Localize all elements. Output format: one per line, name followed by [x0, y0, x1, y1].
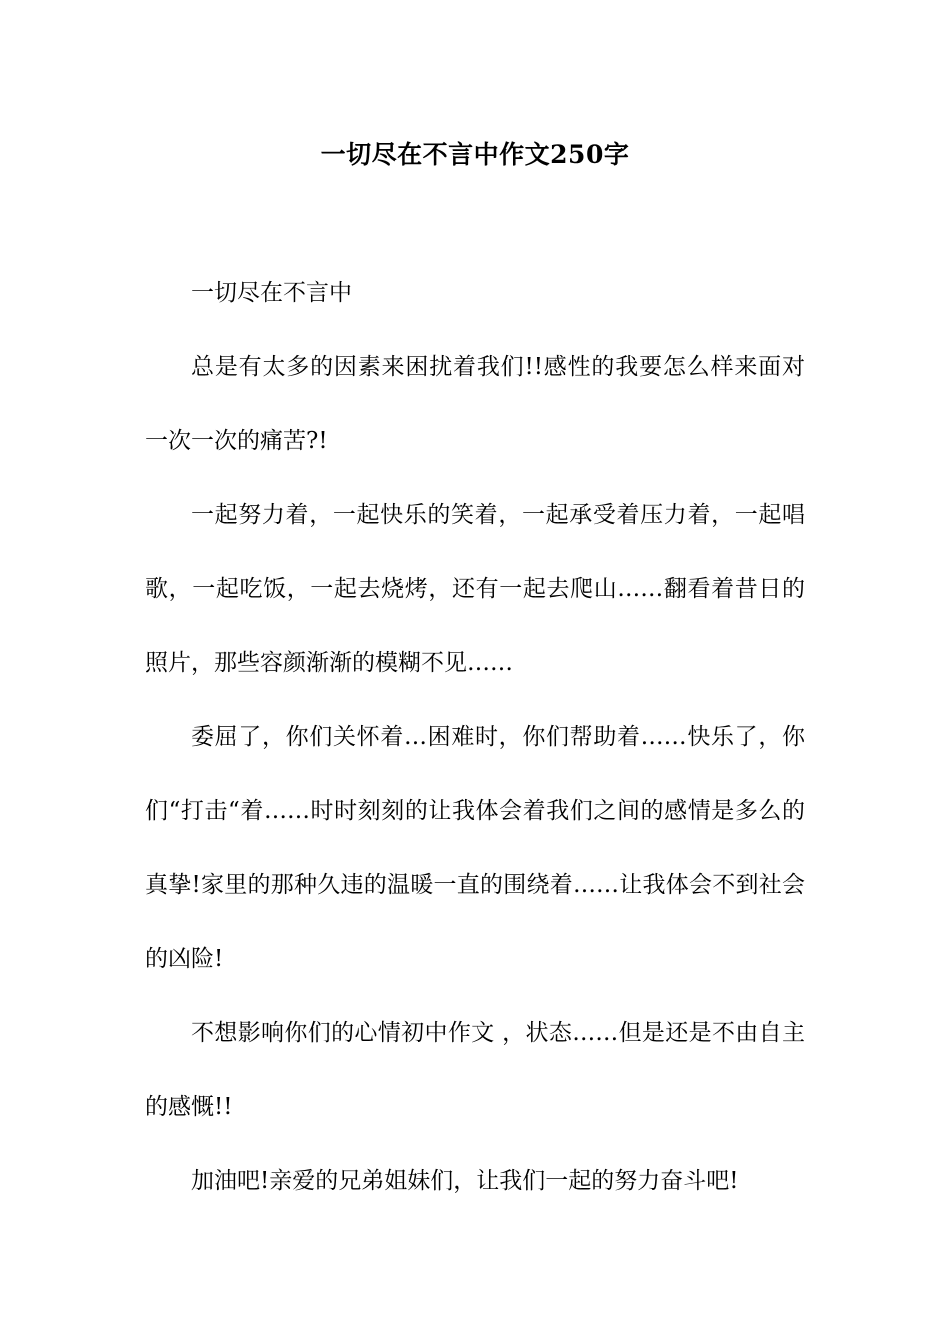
paragraph-heading: 一切尽在不言中	[191, 280, 352, 306]
paragraph: 委屈了，你们关怀着…困难时，你们帮助着……快乐了，你们“打击“着……时时刻刻的让我体会着我们之间的感情是多么的真挚!家里的那种久违的温暖一直的围绕着……让我体会不到社会的凶险!	[145, 724, 805, 972]
paragraph: 一起努力着，一起快乐的笑着，一起承受着压力着，一起唱歌，一起吃饭，一起去烧烤，还有一起去爬山……翻看着昔日的照片，那些容颜渐渐的模糊不见……	[145, 502, 805, 676]
document-body	[145, 256, 805, 1218]
document-title: 一切尽在不言中作文250字	[320, 140, 630, 169]
paragraph: 总是有太多的因素来困扰着我们!!感性的我要怎么样来面对一次一次的痛苦?!	[145, 354, 805, 454]
paragraph: 不想影响你们的心情初中作文 ，状态……但是还是不由自主的感慨!!	[145, 1020, 805, 1120]
paragraph: 加油吧!亲爱的兄弟姐妹们，让我们一起的努力奋斗吧!	[191, 1168, 739, 1194]
